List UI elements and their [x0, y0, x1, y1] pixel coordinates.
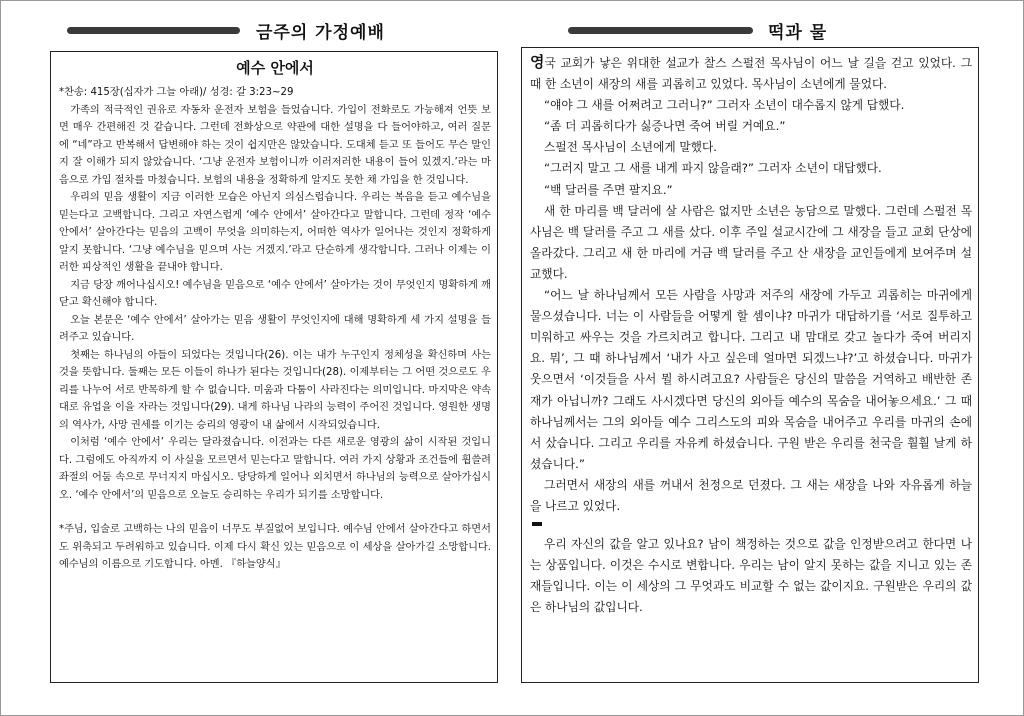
- prayer-text: *주님, 입술로 고백하는 나의 믿음이 너무도 부질없어 보입니다. 예수님 안에서 살아간다고 하면서도 위축되고 두려워하고 있습니다. 이제 다시 확신 있는 믿음으로 이 세상을 살아가길 소망합니다. 예수님의 이름으로 기도합니다. 아멘. 『하늘양식』: [59, 524, 491, 570]
- paragraph: “좀 더 괴롭히다가 싫증나면 죽여 버릴 거예요.”: [544, 119, 786, 134]
- paragraph: “어느 날 하나님께서 모든 사람을 사망과 저주의 새장에 가두고 괴롭히는 마귀에게 물으셨습니다. 너는 이 사람들을 어떻게 할 셈이냐? 마귀가 대답하기를 ‘서로 질투하고 미워하고 싸우는 것을 가르치려고 합니다. 그리고 내 맘대로 갖고 놀다가 죽여 버리지요. 뭐’, 그 때 하나님께서 ‘내가 사고 싶은데 얼마면 되겠느냐?’고 하셨습니다. 마귀가 웃으면서 ‘이것들을 사서 뭘 하시려고요? 사람들은 당신의 말씀을 거역하고 배반한 존재가 아닙니까? 그래도 사시겠다면 당신의 외아들 예수의 목숨을 내어놓으세요.’ 그 때 하나님께서는 그의 외아들 예수 그리스도의 피와 목숨을 내어주고 우리를 마귀의 손에서 샀습니다. 그리고 우리를 자유케 하셨습니다. 구원 받은 우리를 천국을 훨훨 날게 하셨습니다.”: [530, 288, 972, 471]
- right-column-header: 떡과 물: [768, 23, 828, 43]
- closing-paragraph: 우리 자신의 값을 알고 있나요? 남이 책정하는 것으로 값을 인정받으려고 한다면 나는 상품입니다. 이것은 수시로 변합니다. 우리는 남이 알지 못하는 값을 지니고 있는 존재들입니다. 이는 이 세상의 그 무엇과도 비교할 수 없는 값이지요. 구원받은 우리의 값은 하나님의 값입니다.: [530, 537, 972, 615]
- hymn-scripture-line: *찬송: 415장(십자가 그늘 아래)/ 성경: 갈 3:23~29: [59, 87, 294, 98]
- devotion-box: [50, 51, 498, 683]
- paragraph: 첫째는 하나님의 아들이 되었다는 것입니다(26). 이는 내가 누구인지 정체성을 확신하며 사는 것을 뜻합니다. 둘째는 모든 이들이 하나가 된다는 것입니다(28). 이제부터는 그 어떤 것으로도 우리를 나누어 서로 반목하게 할 수 없습니다. 미움과 다툼이 사라진다는 의미입니다. 마지막은 약속대로 유업을 이을 자라는 것입니다(29). 내게 하나님 나라의 능력이 주어진 것입니다. 영원한 생명의 역사가, 사망 권세를 이기는 승리의 영광이 내 삶에서 시작되었습니다.: [59, 349, 491, 431]
- story-box: [521, 47, 979, 683]
- header-bar-left: [67, 27, 240, 34]
- paragraph: “백 달러를 주면 팔지요.”: [544, 182, 673, 197]
- header-bar-right: [568, 27, 753, 34]
- devotion-text: [59, 84, 491, 574]
- paragraph: 지금 당장 깨어나십시오! 예수님을 믿음으로 ‘예수 안에서’ 살아가는 것이 무엇인지 명확하게 깨닫고 확신해야 합니다.: [59, 279, 491, 308]
- story-text: [530, 52, 972, 618]
- section-marker-icon: [532, 522, 542, 526]
- paragraph: 오늘 본문은 ‘예수 안에서’ 살아가는 믿음 생활이 무엇인지에 대해 명확하게 세 가지 설명을 들려주고 있습니다.: [59, 314, 491, 343]
- paragraph: 가족의 적극적인 권유로 자동차 운전자 보험을 들었습니다. 가입이 전화로도 가능해져 언뜻 보면 매우 간편해진 것 같습니다. 그런데 전화상으로 약관에 대한 설명을 다 들어야하고, 여러 질문에 “네”라고 반복해서 답변해야 하는 것이 쉽지만은 않았습니다. 도대체 듣고 또 들어도 무슨 말인지 잘 이해가 되지 않았습니다. ‘그냥 운전자 보험이니까 이러저러한 내용이 들어 있겠지.’라는 마음으로 가입 절차를 마쳤습니다. 보험의 내용을 정확하게 알지도 못한 채 가입을 한 것입니다.: [59, 104, 491, 186]
- drop-cap: 영: [530, 53, 545, 71]
- paragraph: 우리의 믿음 생활이 지금 이러한 모습은 아닌지 의심스럽습니다. 우리는 복음을 듣고 예수님을 믿는다고 고백합니다. 그리고 자연스럽게 ‘예수 안에서’ 살아간다고 말합니다. 그런데 정작 ‘예수 안에서’ 살아간다는 믿음의 고백이 무엇을 의미하는지, 어떠한 역사가 일어나는 것인지 정확하게 알지 못합니다. ‘그냥 예수님을 믿으며 사는 거겠지.’라고 단순하게 생각합니다. 그러나 이제는 이러한 피상적인 생활을 끝내야 합니다.: [59, 192, 491, 273]
- paragraph: 새 한 마리를 백 달러에 살 사람은 없지만 소년은 농담으로 말했다. 그런데 스펄전 목사님은 백 달러를 주고 그 새를 샀다. 이후 주일 설교시간에 그 새장을 들고 교회 단상에 올라갔다. 그리고 새 한 마리에 거금 백 달러를 주고 산 새장을 교인들에게 보여주며 설교했다.: [530, 203, 972, 281]
- paragraph: “얘야 그 새를 어쩌려고 그러니?” 그러자 소년이 대수롭지 않게 답했다.: [544, 98, 905, 113]
- article-title: 예수 안에서: [236, 59, 314, 77]
- first-paragraph-text: 국 교회가 낳은 위대한 설교가 찰스 스펄전 목사님이 어느 날 길을 걷고 있었다. 그 때 한 소년이 새장의 새를 괴롭히고 있었다. 목사님이 소년에게 물었다.: [530, 56, 972, 92]
- paragraph: 이처럼 ‘예수 안에서’ 우리는 달라졌습니다. 이전과는 다른 새로운 영광의 삶이 시작된 것입니다. 그럼에도 아직까지 이 사실을 모르면서 믿는다고 말합니다. 여러 가지 상황과 조건들에 휩쓸려 좌절의 어둠 속으로 무너지지 마십시오. 당당하게 일어나 외치면서 하나님의 능력으로 살아가십시오. ‘예수 안에서’의 믿음으로 오늘도 승리하는 우리가 되기를 소망합니다.: [59, 437, 491, 501]
- paragraph: “그러지 말고 그 새를 내게 파지 않을래?” 그러자 소년이 대답했다.: [544, 161, 882, 176]
- spacer: [59, 504, 491, 521]
- left-column-header: 금주의 가정예배: [256, 23, 385, 43]
- paragraph: 스펄전 목사님이 소년에게 말했다.: [544, 140, 717, 155]
- first-paragraph: [530, 52, 972, 95]
- paragraph: 그러면서 새장의 새를 꺼내서 천정으로 던졌다. 그 새는 새장을 나와 자유롭게 하늘을 나르고 있었다.: [530, 477, 972, 513]
